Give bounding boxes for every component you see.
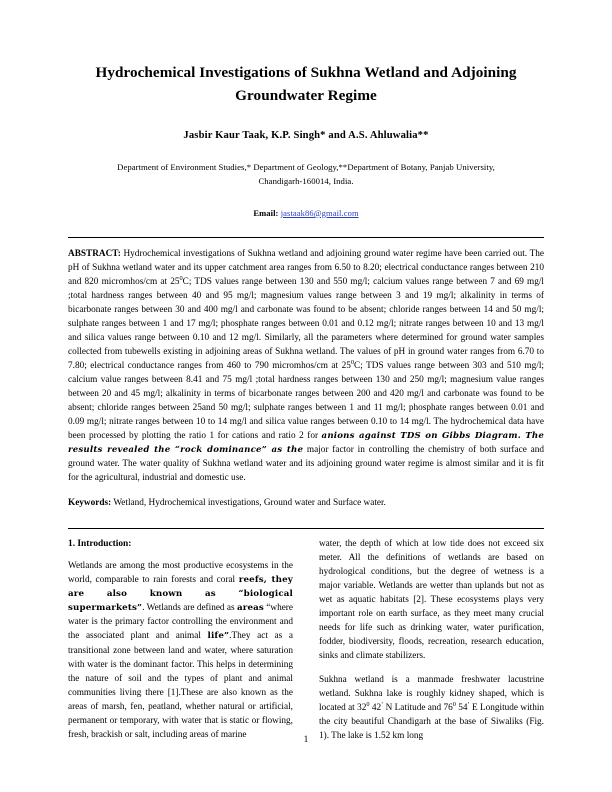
- email-link[interactable]: jastaak86@gmail.com: [280, 207, 359, 218]
- intro-right-e: E Longitude within the city beautiful Chandigarh at the base of Siwaliks (Fig. 1). The lake is 1.52 km long: [319, 702, 545, 741]
- affiliation-block: [68, 160, 544, 188]
- intro-left-c: . Wetlands are defined as: [142, 603, 237, 614]
- abstract-superscript-2: 0: [350, 358, 355, 366]
- column-right: [319, 537, 544, 743]
- latitude-minute-prime: ’: [381, 700, 384, 708]
- keywords-heading: Keywords:: [68, 497, 112, 508]
- intro-right-c: N Latitude and 76: [383, 702, 453, 713]
- intro-right-a: Sukhna wetland is a manmade freshwater lacustrine wetland. Sukhna lake is roughly kidney shaped, which is located at 32: [319, 674, 544, 713]
- divider-above-abstract: [68, 237, 544, 238]
- affiliation-line-2: Chandigarh-160014, India.: [258, 175, 354, 186]
- intro-left-g: .They act as a transitional zone between land and water, where saturation with water is the dominant factor. This helps in determining the nature of soil and the types of plant and animal communities living there [1].These are also known as the areas of marsh, fen, peatland, whether natural or artificial, permanent or temporary, with water that is static or flowing, fresh, brackish or salt, including areas of marine: [68, 631, 293, 740]
- abstract-emphasis: anions against TDS on Gibbs Diagram. The results revealed the “rock dominance” as the: [68, 430, 544, 455]
- body-columns: [68, 537, 544, 743]
- intro-right-paragraph-1: water, the depth of which at low tide does not exceed six meter. All the definitions of wetlands are based on hydrological conditions, but the degree of wetness is a major variable. Wetlands are wetter than uplands but not as wet as aquatic habitats [2]. These ecosystems plays very important role on earth surface, as they meet many crucial needs for life such as drinking water, water purification, fodder, biodiversity, floods, recreation, research education, sinks and climate stabilizers.: [319, 538, 544, 661]
- page-content: [68, 62, 544, 743]
- affiliation-line-1: Department of Environment Studies,* Department of Geology,**Department of Botany, Panjab University,: [117, 161, 495, 172]
- abstract-part-4: major factor in controlling the chemistry of both surface and ground water. The water quality of Sukhna wetland water and its adjoining ground water regime is almost similar and it is fit for the agricultural, industrial and domestic use.: [68, 444, 544, 483]
- intro-left-paragraph: [68, 559, 293, 742]
- page-title: Hydrochemical Investigations of Sukhna Wetland and Adjoining Groundwater Regime: [95, 64, 517, 104]
- divider-above-introduction: [68, 528, 544, 529]
- intro-left-emphasis-3: life”: [207, 631, 230, 642]
- intro-right-d: 54: [455, 702, 468, 713]
- page-number: 1: [303, 735, 309, 745]
- abstract-part-1: Hydrochemical investigations of Sukhna wetland and adjoining ground water regime have been carried out. The pH of Sukhna wetland water and its upper catchment area ranges from 6.50 to 8.20; electrical conductance ranges between 210 and 820 micromhos/cm at 25: [68, 248, 544, 287]
- intro-left-emphasis-2: areas: [236, 603, 264, 614]
- abstract-part-3: C; TDS values range between 303 and 510 mg/l; calcium value ranges between 8.41 and 75 mg/l ;total hardness ranges between 130 and 250 mg/l; magnesium value ranges between 20 and 45 mg/l; alkalinity in terms of bicarbonate ranges between 200 and 420 mg/l and carbonate was found to be absent; chloride ranges between 25and 50 mg/l; sulphate ranges between 1 and 11 mg/l; phosphate ranges between 0.01 and 0.09 mg/l; nitrate ranges between 10 to 14 mg/l and silica value ranges between 0.10 to 14 mg/l. The hydrochemical data have been processed by plotting the ratio 1 for cations and ratio 2 for: [68, 360, 545, 441]
- longitude-minute-prime: ’: [467, 700, 470, 708]
- author-list: Jasbir Kaur Taak, K.P. Singh* and A.S. Ahluwalia**: [183, 129, 429, 141]
- intro-right-paragraph-2: [319, 673, 544, 743]
- intro-left-emphasis-1: reefs, they are also known as “biological supermarkets”: [68, 574, 293, 614]
- column-left: [68, 537, 293, 743]
- abstract-part-2: C; TDS values range between 130 and 550 mg/l; calcium values range between 7 and 69 mg/l ;total hardness ranges between 40 and 95 mg/l; magnesium values range between 3 and 19 mg/l; alkalinity in terms of bicarbonate ranges between 30 and 400 mg/l and carbonate was found to be absent; chloride ranges between 14 and 50 mg/l; sulphate ranges between 1 and 17 mg/l; phosphate ranges between 0.01 and 0.12 mg/l; nitrate ranges between 10 and 13 mg/l and silica values range between 0.10 and 12 mg/l. Similarly, all the parameters where determined for ground water samples collected from tubewells existing in adjoining areas of Sukhna wetland. The values of pH in ground water ranges from 6.70 to 7.80; electrical conductance ranges from 460 to 790 micromhos/cm at 25: [68, 276, 544, 371]
- intro-left-e: “where water is the primary factor controlling the environment and the associated plant and animal: [68, 603, 293, 642]
- longitude-degree-superscript: 0: [452, 700, 456, 708]
- abstract-heading: ABSTRACT:: [68, 248, 121, 259]
- intro-right-b: 42: [369, 702, 382, 713]
- section-heading-introduction: 1. Introduction:: [68, 538, 132, 549]
- keywords-line: [68, 497, 544, 511]
- intro-left-a: Wetlands are among the most productive ecosystems in the world, comparable to rain forests and coral: [68, 560, 293, 585]
- abstract-superscript-1: 0: [179, 274, 183, 282]
- keywords-text: Wetland, Hydrochemical investigations, Ground water and Surface water.: [111, 497, 386, 508]
- abstract-paragraph: [68, 247, 544, 485]
- email-label: Email:: [253, 207, 279, 218]
- latitude-degree-superscript: 0: [366, 700, 370, 708]
- email-line: [68, 208, 544, 218]
